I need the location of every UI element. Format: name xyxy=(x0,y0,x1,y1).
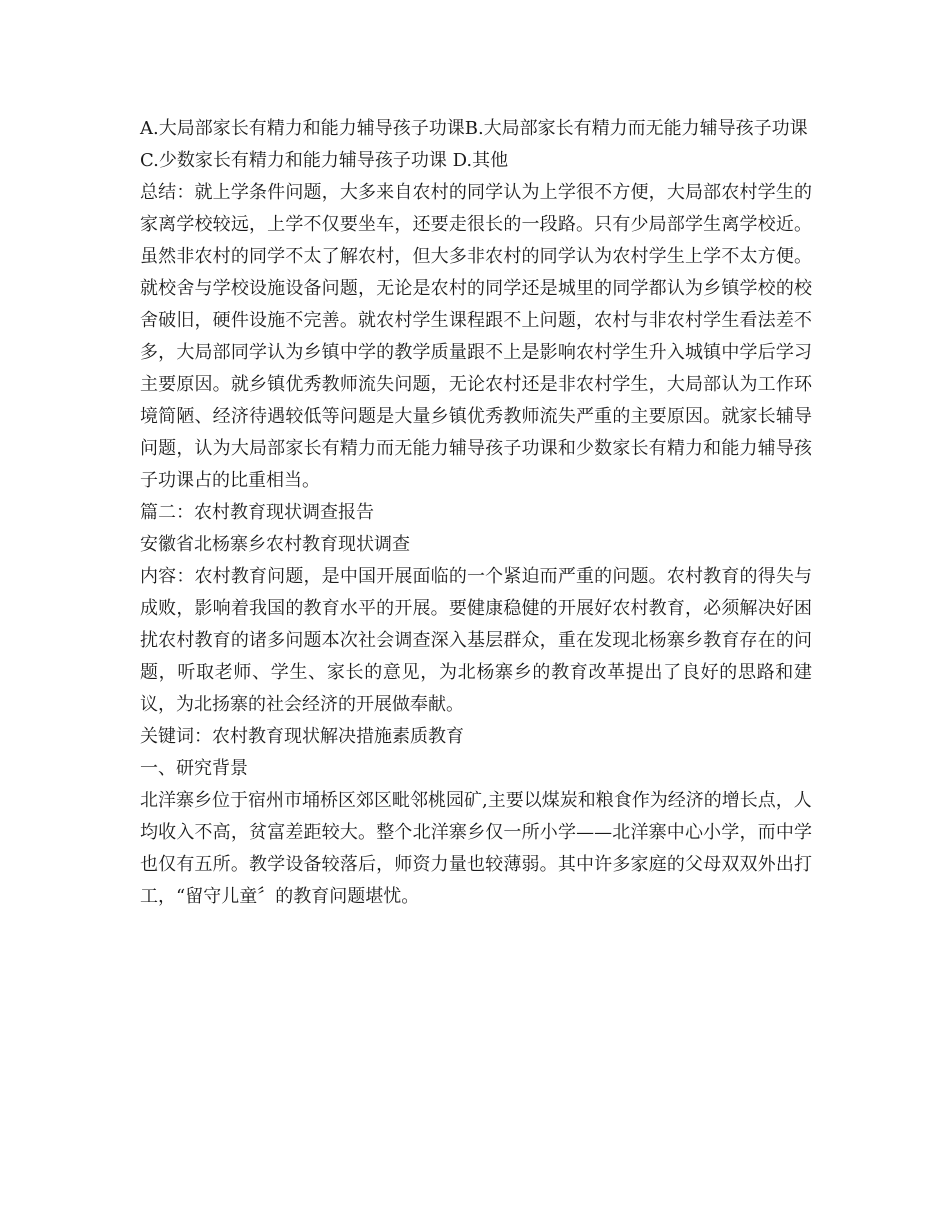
report-title: 安徽省北杨寨乡农村教育现状调查 xyxy=(140,534,410,555)
paragraph-options-cd: C.少数家长有精力和能力辅导孩子功课 D.其他 xyxy=(140,150,509,171)
paragraph-keywords: 关键词：农村教育现状解决措施素质教育 xyxy=(140,726,464,747)
section-title-part-two: 篇二：农村教育现状调查报告 xyxy=(140,502,374,523)
paragraph-options-ab: A.大局部家长有精力和能力辅导孩子功课B.大局部家长有精力而无能力辅导孩子功课 xyxy=(140,118,808,139)
paragraph-abstract: 内容：农村教育问题，是中国开展面临的一个紧迫而严重的问题。农村教育的得失与成败，影响着我国的教育水平的开展。要健康稳健的开展好农村教育，必须解决好困扰农村教育的诸多问题本次社会调查深入基层群众，重在发现北杨寨乡教育存在的问题，听取老师、学生、家长的意见，为北杨寨乡的教育改革提出了良好的思路和建议，为北扬寨的社会经济的开展做奉献。 xyxy=(140,566,812,715)
document-body xyxy=(140,113,812,913)
heading-research-background: 一、研究背景 xyxy=(140,758,248,779)
paragraph-background-line-1: 北洋寨乡位于宿州市埇桥区郊区毗邻桃园矿,主要以煤炭和粮食作为经济的增长点，人 xyxy=(140,790,812,811)
paragraph-background-line-2: 均收入不高，贫富差距较大。整个北洋寨乡仅一所小学——北洋寨中心小学，而中学也仅有五所。教学设备较落后，师资力量也较薄弱。其中许多家庭的父母双双外出打工，“留守儿童〞的教育问题堪忧。 xyxy=(140,822,812,907)
paragraph-summary: 总结：就上学条件问题，大多来自农村的同学认为上学很不方便，大局部农村学生的家离学校较远，上学不仅要坐车，还要走很长的一段路。只有少局部学生离学校近。虽然非农村的同学不太了解农村，但大多非农村的同学认为农村学生上学不太方便。就校舍与学校设施设备问题，无论是农村的同学还是城里的同学都认为乡镇学校的校舍破旧，硬件设施不完善。就农村学生课程跟不上问题，农村与非农村学生看法差不多，大局部同学认为乡镇中学的教学质量跟不上是影响农村学生升入城镇中学后学习主要原因。就乡镇优秀教师流失问题，无论农村还是非农村学生，大局部认为工作环境简陋、经济待遇较低等问题是大量乡镇优秀教师流失严重的主要原因。就家长辅导问题，认为大局部家长有精力而无能力辅导孩子功课和少数家长有精力和能力辅导孩子功课占的比重相当。 xyxy=(140,182,812,491)
